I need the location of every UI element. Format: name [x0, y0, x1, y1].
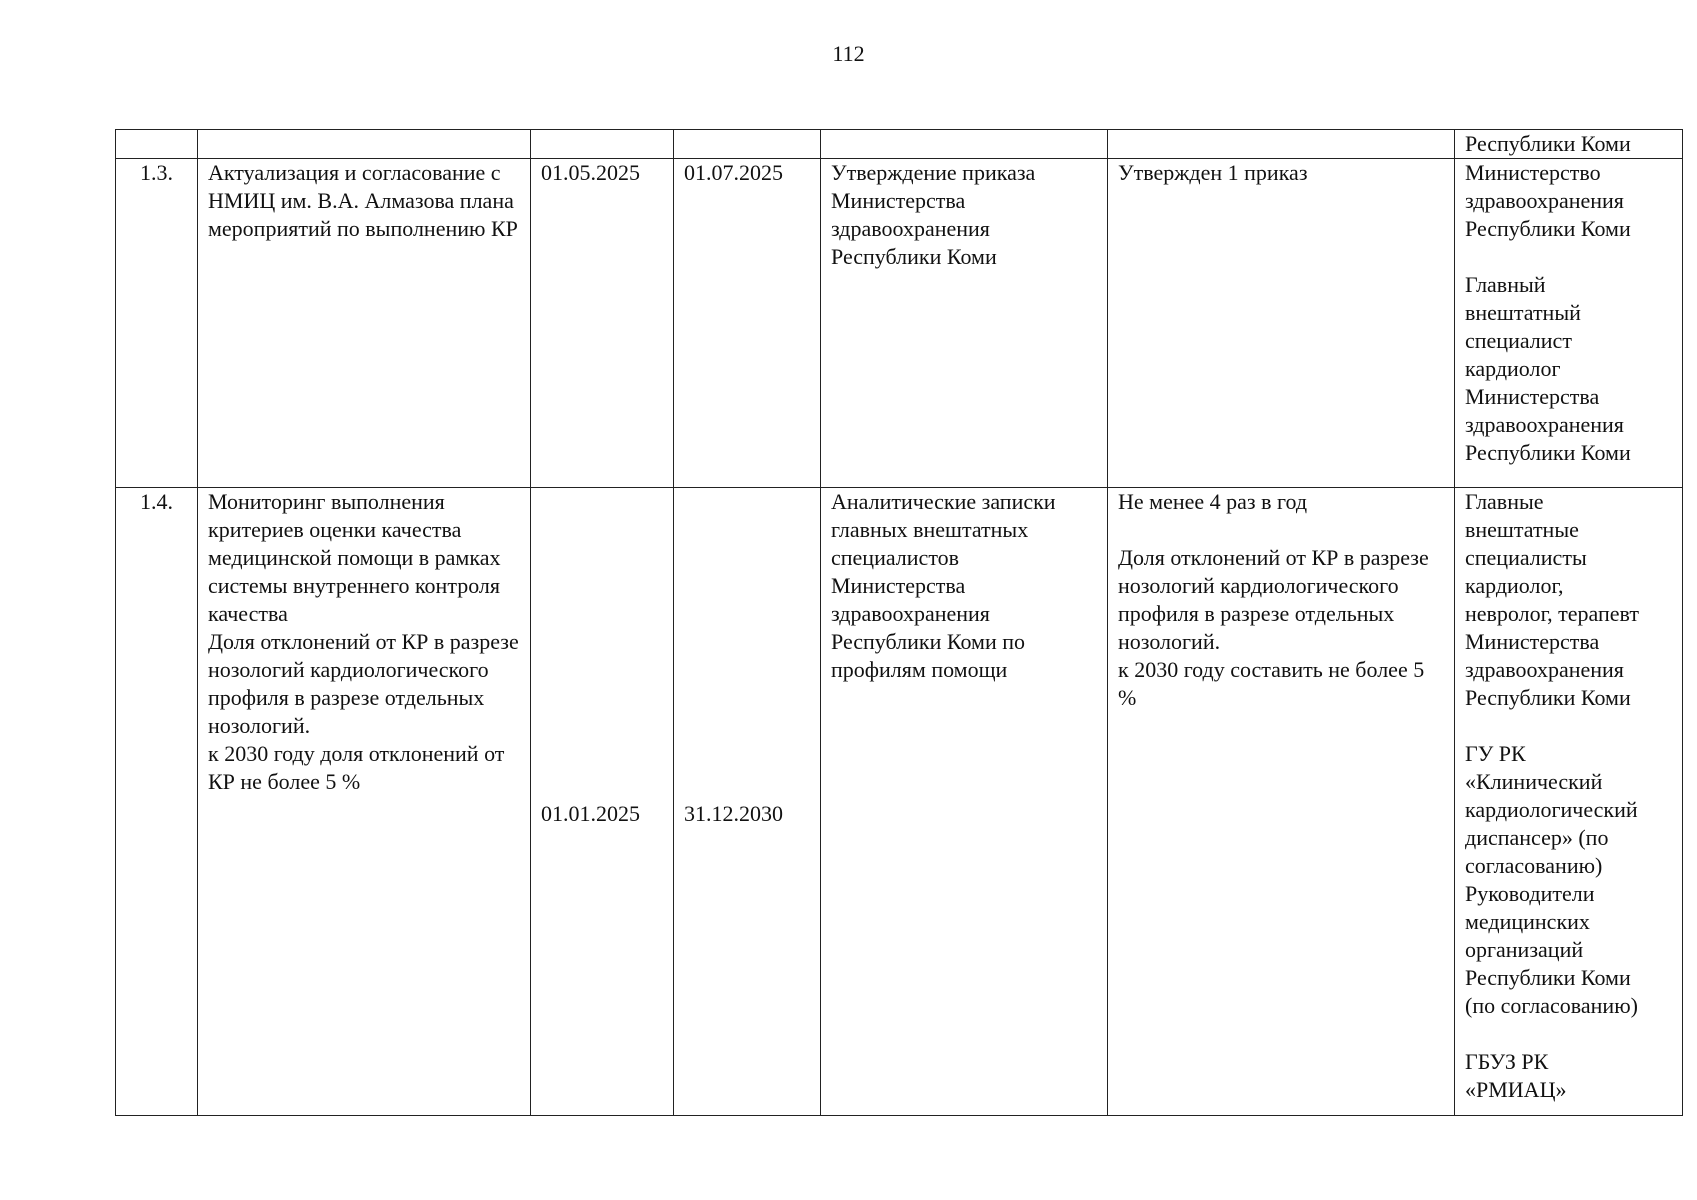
- end-date-cell: 01.07.2025: [674, 159, 821, 488]
- page-number: 112: [832, 41, 865, 66]
- start-date-cell: 01.05.2025: [531, 159, 674, 488]
- activity-cell: Мониторинг выполнения критериев оценки качества медицинской помощи в рамках системы внутреннего контроля качества Доля отклонений от КР в разрезе нозологий кардиологического профиля в разрезе отдельных нозологий. к 2030 году доля отклонений от КР не более 5 %: [198, 488, 531, 1116]
- start-date-cell: [531, 130, 674, 159]
- item-number-cell: 1.4.: [116, 488, 198, 1116]
- table-row: [116, 488, 1683, 1116]
- activity-cell: Актуализация и согласование с НМИЦ им. В.А. Алмазова плана мероприятий по выполнению КР: [198, 159, 531, 488]
- end-date-cell: [674, 488, 821, 1116]
- indicator-cell: [1108, 130, 1455, 159]
- action-plan-table: [115, 129, 1683, 1116]
- responsible-cell: Министерство здравоохранения Республики Коми Главный внештатный специалист кардиолог Министерства здравоохранения Республики Коми: [1455, 159, 1683, 488]
- table-row: [116, 159, 1683, 488]
- end-date-text: 31.12.2030: [684, 801, 783, 826]
- indicator-cell: Утвержден 1 приказ: [1108, 159, 1455, 488]
- end-date-cell: [674, 130, 821, 159]
- result-cell: Утверждение приказа Министерства здравоохранения Республики Коми: [821, 159, 1108, 488]
- table-row: [116, 130, 1683, 159]
- responsible-cell: Главные внештатные специалисты кардиолог, невролог, терапевт Министерства здравоохранения Республики Коми ГУ РК «Клинический кардиологический диспансер» (по согласованию) Руководители медицинских организаций Республики Коми (по согласованию) ГБУЗ РК «РМИАЦ»: [1455, 488, 1683, 1116]
- indicator-cell: Не менее 4 раз в год Доля отклонений от КР в разрезе нозологий кардиологического профиля в разрезе отдельных нозологий. к 2030 году составить не более 5 %: [1108, 488, 1455, 1116]
- result-cell: Аналитические записки главных внештатных специалистов Министерства здравоохранения Республики Коми по профилям помощи: [821, 488, 1108, 1116]
- activity-cell: [198, 130, 531, 159]
- result-cell: [821, 130, 1108, 159]
- start-date-cell: [531, 488, 674, 1116]
- item-number-cell: [116, 130, 198, 159]
- item-number-cell: 1.3.: [116, 159, 198, 488]
- start-date-text: 01.01.2025: [541, 801, 640, 826]
- responsible-cell: Республики Коми: [1455, 130, 1683, 159]
